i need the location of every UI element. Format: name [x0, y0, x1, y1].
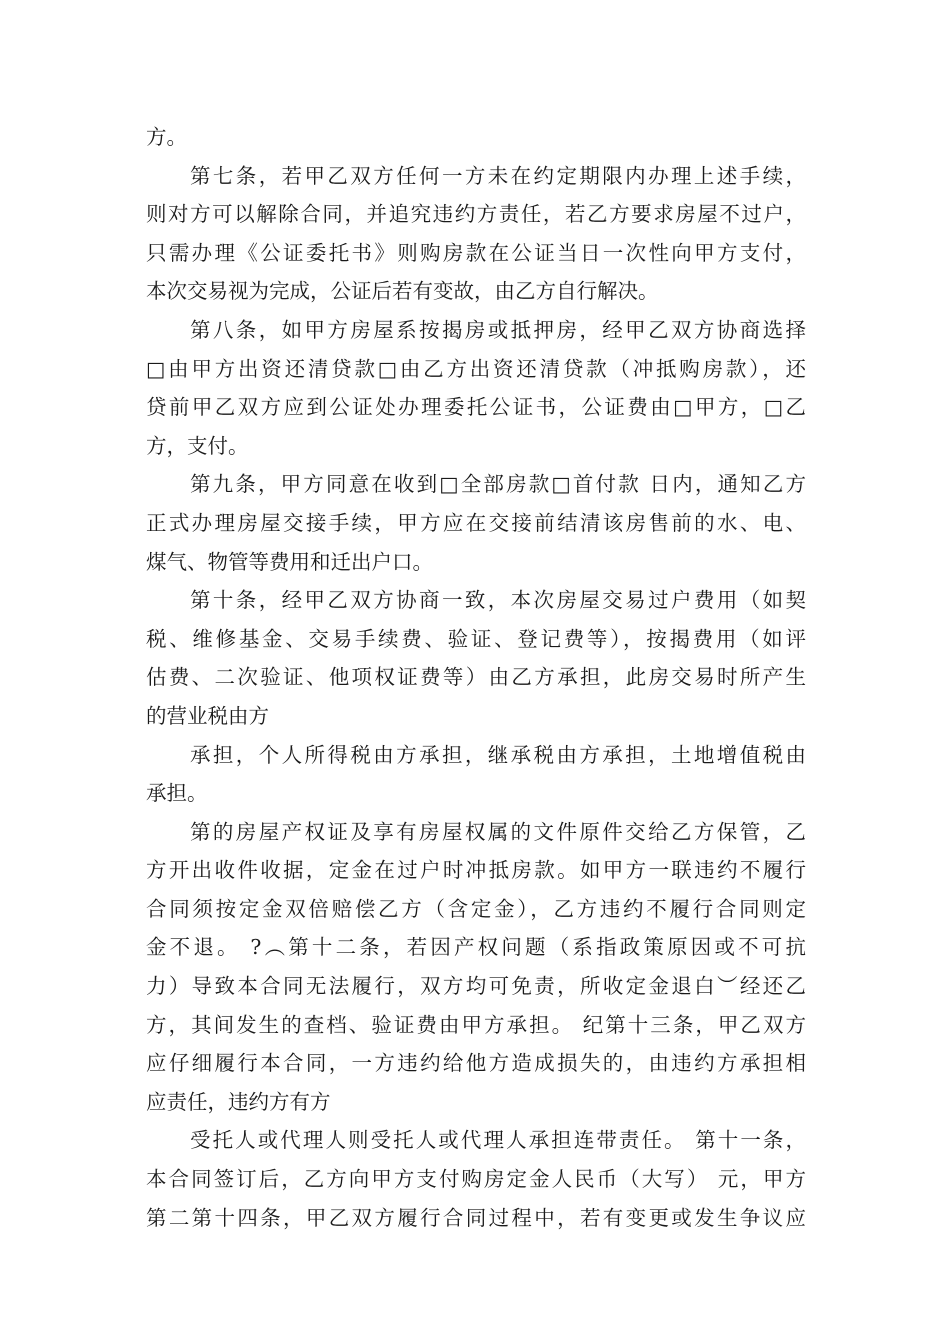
text-line: 第十条，经甲乙双方协商一致，本次房屋交易过户费用（如契 — [190, 588, 806, 613]
text-line: 贷前甲乙双方应到公证处办理委托公证书，公证费由□甲方，□乙 — [146, 395, 806, 420]
text-line: 受托人或代理人则受托人或代理人承担连带责任。 第十一条， — [190, 1128, 806, 1153]
text-line: 正式办理房屋交接手续，甲方应在交接前结清该房售前的水、电、 — [146, 510, 806, 535]
text-line: 金不退。 ?︵第十二条，若因产权问题（系指政策原因或不可抗 — [146, 935, 806, 960]
text-line: 的营业税由方 — [146, 703, 269, 728]
text-line: 应仔细履行本合同，一方违约给他方造成损失的，由违约方承担相 — [146, 1051, 806, 1076]
text-line: 方。 — [146, 125, 187, 149]
text-line: 合同须按定金双倍赔偿乙方（含定金），乙方违约不履行合同则定 — [146, 896, 806, 921]
text-line: 只需办理《公证委托书》则购房款在公证当日一次性向甲方支付， — [146, 240, 806, 265]
text-line: 则对方可以解除合同，并追究违约方责任，若乙方要求房屋不过户， — [146, 202, 806, 227]
text-line: 本次交易视为完成，公证后若有变故，由乙方自行解决。 — [146, 279, 659, 304]
text-line: 税、维修基金、交易手续费、验证、登记费等），按揭费用（如评 — [146, 626, 806, 651]
text-line: 力）导致本合同无法履行，双方均可免责，所收定金退白︶经还乙 — [146, 974, 806, 999]
text-line: 第的房屋产权证及享有房屋权属的文件原件交给乙方保管，乙 — [190, 819, 806, 844]
text-line: 煤气、物管等费用和迁出户口。 — [146, 549, 433, 574]
contract-text-body — [146, 118, 806, 1237]
text-line: 承担，个人所得税由方承担，继承税由方承担，土地增值税由 — [190, 742, 806, 767]
text-line: 第八条，如甲方房屋系按揭房或抵押房，经甲乙双方协商选择 — [190, 317, 806, 342]
text-line: 方开出收件收据，定金在过户时冲抵房款。如甲方一联违约不履行 — [146, 858, 806, 883]
text-line: 方，其间发生的查档、验证费由甲方承担。 纪第十三条，甲乙双方 — [146, 1012, 806, 1037]
text-line: 第七条，若甲乙双方任何一方未在约定期限内办理上述手续， — [190, 163, 806, 188]
text-line: 本合同签订后，乙方向甲方支付购房定金人民币（大写） 元，甲方 — [146, 1167, 806, 1192]
text-line: 方，支付。 — [146, 433, 249, 458]
text-line: 第二第十四条，甲乙双方履行合同过程中，若有变更或发生争议应 — [146, 1205, 806, 1230]
text-line: 承担。 — [146, 781, 208, 806]
text-line: 第九条，甲方同意在收到□全部房款□首付款 日内，通知乙方 — [190, 472, 806, 497]
text-line: □由甲方出资还清贷款□由乙方出资还清贷款（冲抵购房款），还 — [146, 356, 806, 381]
text-line: 估费、二次验证、他项权证费等）由乙方承担，此房交易时所产生 — [146, 665, 806, 690]
text-line: 应责任，违约方有方 — [146, 1089, 331, 1114]
